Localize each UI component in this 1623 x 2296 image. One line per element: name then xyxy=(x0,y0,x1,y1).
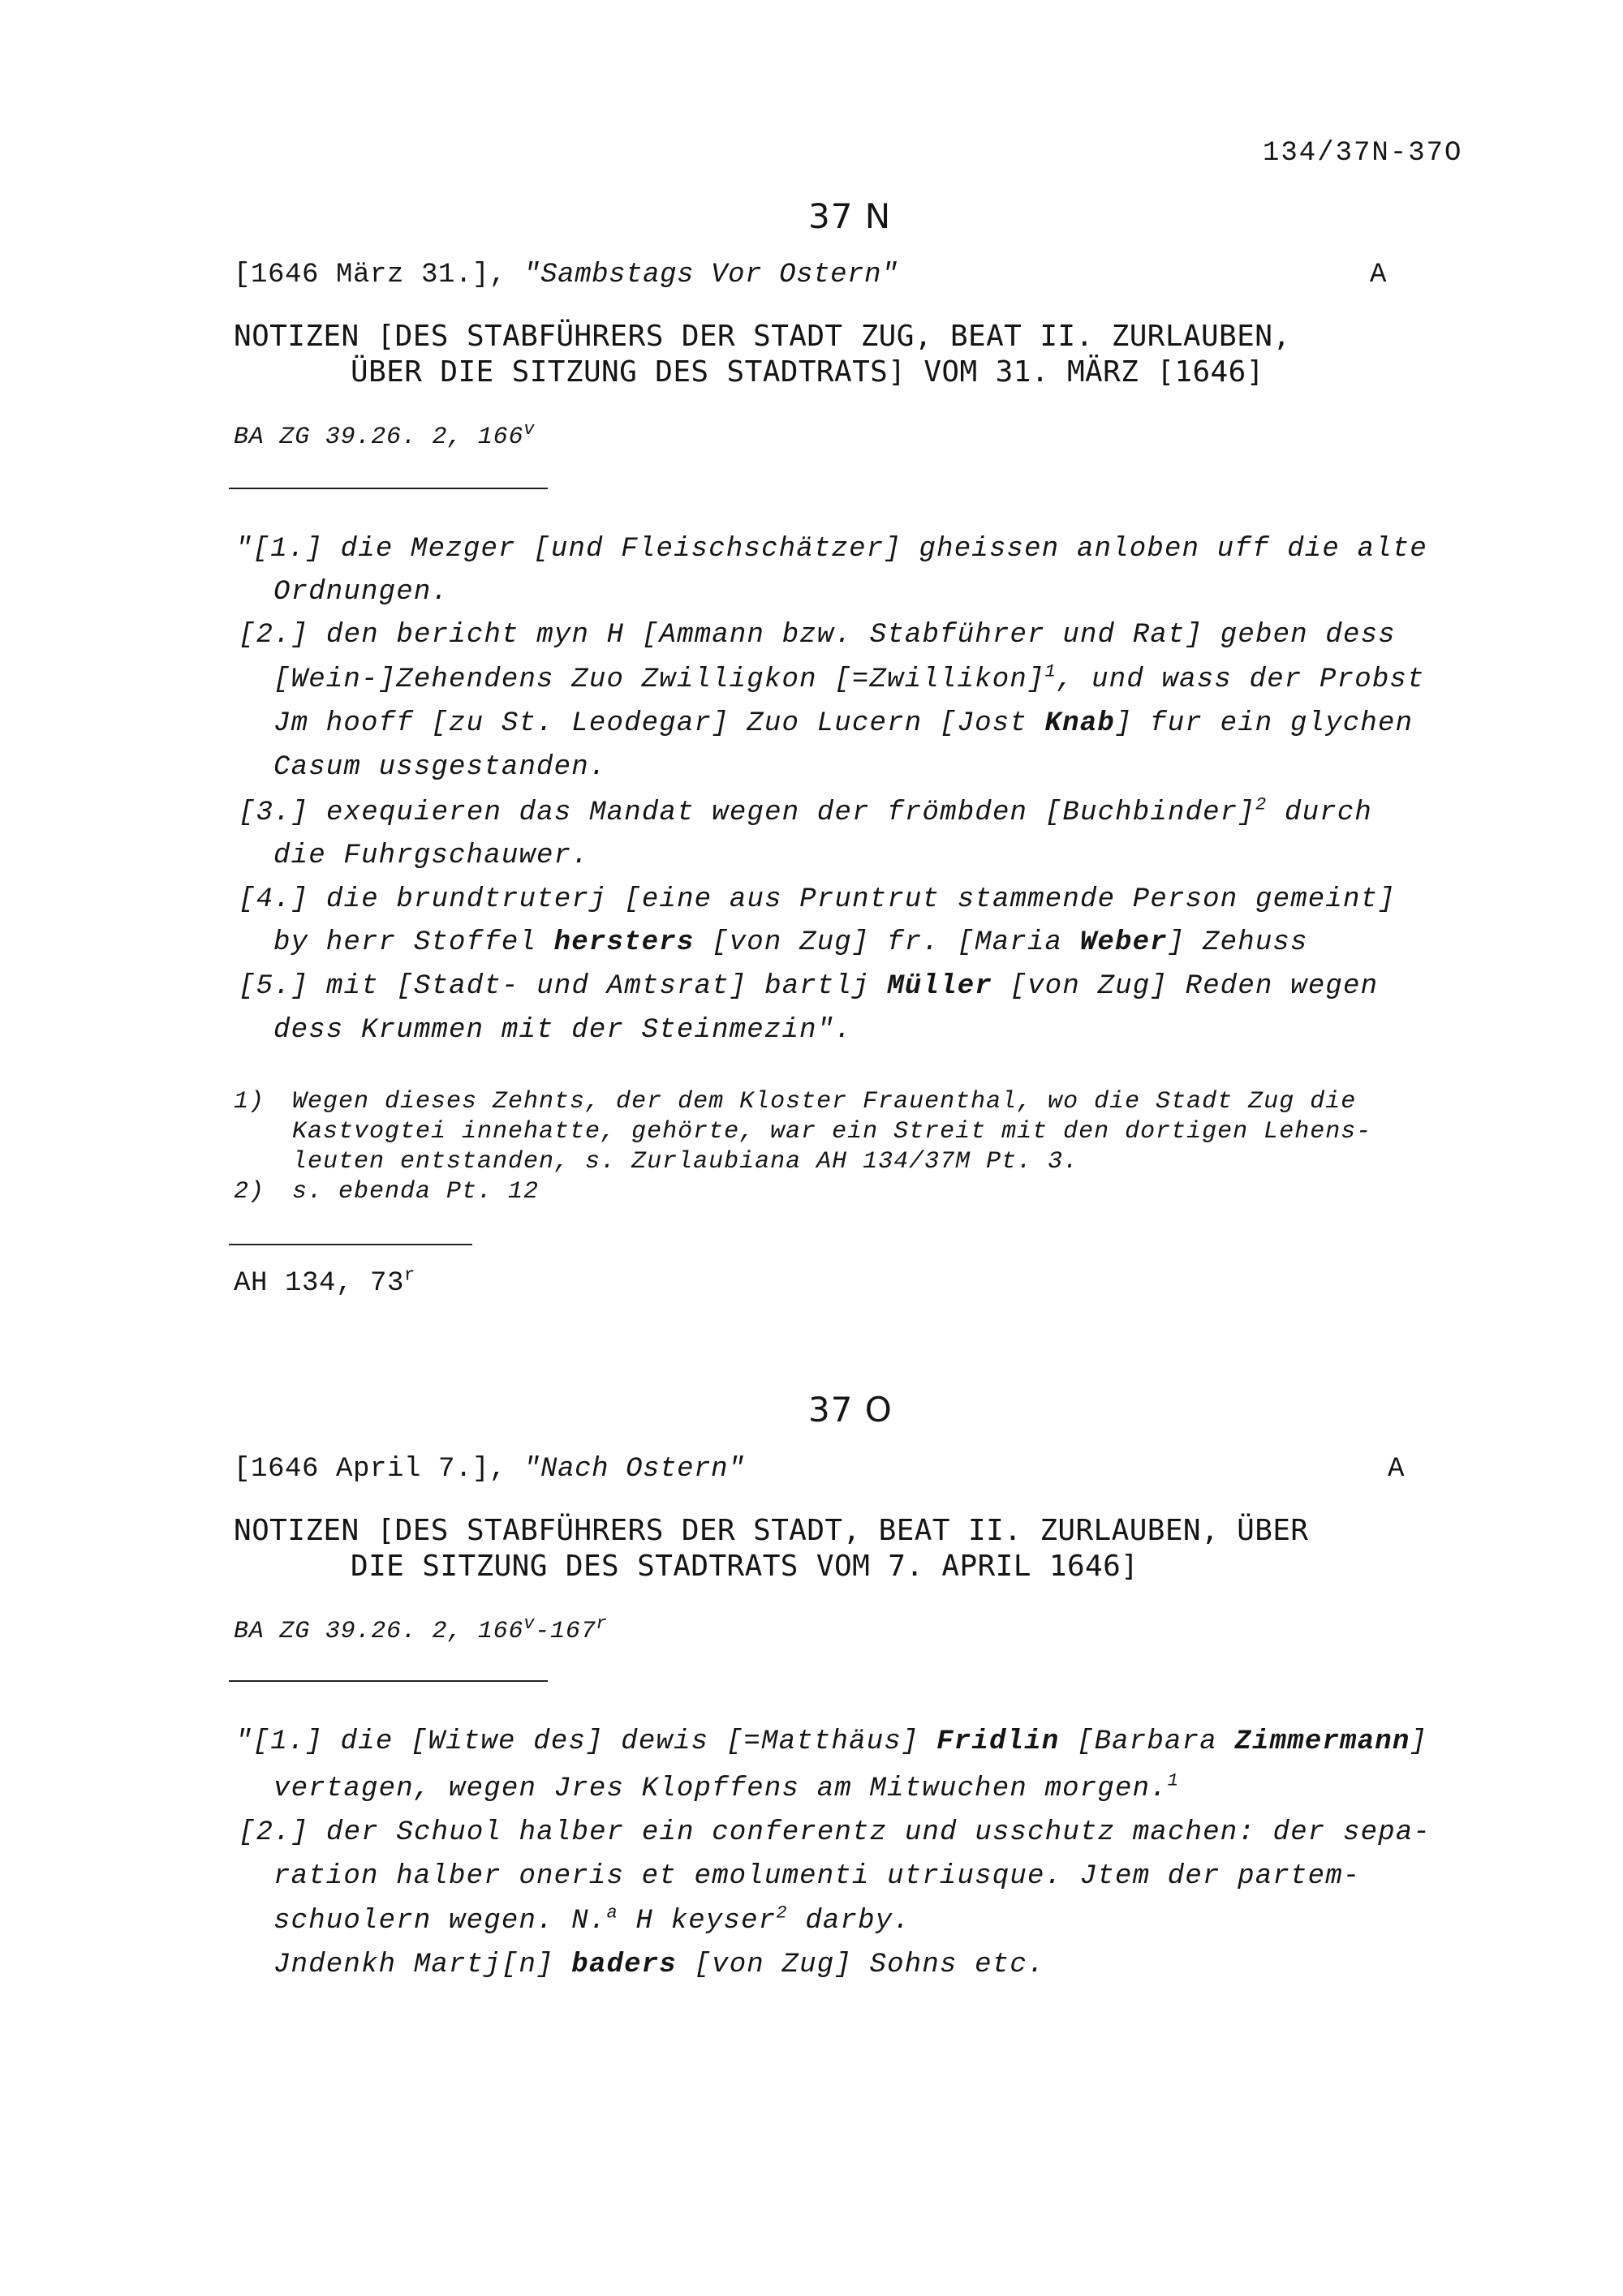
superscript: a xyxy=(606,1903,618,1924)
name-bold: Knab xyxy=(1044,708,1115,739)
source-text: BA ZG 39.26. 2, 166 xyxy=(234,424,524,451)
text: [Wein-]Zehendens Zuo Zwilligkon [=Zwillikon] xyxy=(273,664,1045,695)
entry-number-37o: 37 O xyxy=(808,1390,893,1430)
item-3-line-a xyxy=(239,794,1373,828)
item-4-line-a: [4.] die brundtruterj [eine aus Pruntrut stammende Person gemeint] xyxy=(239,884,1396,915)
footnote-1-line-c: leuten entstanden, s. Zurlaubiana AH 134/37M Pt. 3. xyxy=(292,1148,1079,1176)
text: durch xyxy=(1267,798,1373,828)
text: schuolern wegen. N. xyxy=(273,1906,607,1937)
date-quote: "Nach Ostern" xyxy=(523,1454,746,1485)
page-reference: 134/37N-37O xyxy=(1263,138,1463,169)
item-5-line-b: dess Krummen mit der Steinmezin". xyxy=(273,1015,852,1046)
text: [3.] exequieren das Mandat wegen der frömbden [Buchbinder] xyxy=(239,798,1255,828)
entry-title-line2: DIE SITZUNG DES STADTRATS VOM 7. APRIL 1646] xyxy=(351,1550,1139,1583)
archive-sup: r xyxy=(404,1265,415,1286)
entry-date-line xyxy=(234,1454,745,1485)
text: H keyser xyxy=(618,1906,777,1937)
text: darby. xyxy=(787,1906,911,1937)
text: Jm hooff [zu St. Leodegar] Zuo Lucern [Jost xyxy=(273,708,1045,739)
source-text: BA ZG 39.26. 2, 166 xyxy=(234,1618,524,1645)
item-3-line-b: die Fuhrgschauwer. xyxy=(273,841,589,871)
item-2-line-d: Casum ussgestanden. xyxy=(273,752,607,783)
text: [von Zug] fr. [Maria xyxy=(694,927,1080,958)
item-5-line-a xyxy=(239,971,1378,1002)
source-signature xyxy=(234,419,536,451)
text: "[1.] die [Witwe des] dewis [=Matthäus] xyxy=(235,1726,937,1757)
text: ] fur ein glychen xyxy=(1114,708,1414,739)
entry-number-37n: 37 N xyxy=(808,196,892,236)
archive-text: AH 134, 73 xyxy=(234,1268,405,1299)
text: [von Zug] Reden wegen xyxy=(992,971,1379,1002)
text: vertagen, wegen Jres Klopffens am Mitwuchen morgen. xyxy=(273,1774,1168,1804)
footnote-ref: 1 xyxy=(1044,661,1057,682)
source-signature xyxy=(234,1614,608,1645)
entry-title-line2: ÜBER DIE SITZUNG DES STADTRATS] VOM 31. MÄRZ [1646] xyxy=(351,355,1264,389)
date: [1646 April 7.], xyxy=(234,1454,524,1485)
item-2-line-c xyxy=(273,708,1413,739)
footnote-1-number: 1) xyxy=(234,1088,265,1116)
source-sup: r xyxy=(596,1614,608,1634)
item-2-line-c xyxy=(273,1903,911,1937)
item-2-line-d xyxy=(273,1950,1045,1980)
name-bold: hersters xyxy=(553,927,695,958)
footnote-ref: 2 xyxy=(1255,794,1268,815)
text: [von Zug] Sohns etc. xyxy=(676,1950,1045,1980)
name-bold: Fridlin xyxy=(936,1726,1060,1757)
source-sup: v xyxy=(523,1614,536,1634)
item-2-line-b xyxy=(273,661,1425,695)
footnote-1-line-b: Kastvogtei innehatte, gehörte, war ein Streit mit den dortigen Lehens- xyxy=(292,1118,1372,1146)
divider xyxy=(229,488,548,489)
text: , und wass der Probst xyxy=(1056,664,1425,695)
footnote-2-line-a: s. ebenda Pt. 12 xyxy=(292,1178,540,1206)
divider xyxy=(229,1680,548,1682)
item-2-line-a: [2.] der Schuol halber ein conferentz und usschutz machen: der sepa- xyxy=(239,1817,1431,1848)
name-bold: Weber xyxy=(1079,927,1168,958)
item-4-line-b xyxy=(273,927,1308,958)
item-1-line-b: Ordnungen. xyxy=(273,577,450,608)
footnote-ref: 1 xyxy=(1167,1770,1180,1791)
entry-title-line1: NOTIZEN [DES STABFÜHRERS DER STADT, BEAT II. ZURLAUBEN, ÜBER xyxy=(234,1514,1309,1547)
text: by herr Stoffel xyxy=(273,927,554,958)
item-1-line-a: "[1.] die Mezger [und Fleischschätzer] gheissen anloben uff die alte xyxy=(235,534,1428,565)
divider xyxy=(229,1244,472,1245)
entry-date-line xyxy=(234,260,898,290)
archive-reference xyxy=(234,1265,415,1299)
item-2-line-a: [2.] den bericht myn H [Ammann bzw. Stabführer und Rat] geben dess xyxy=(239,620,1396,651)
footnote-2-number: 2) xyxy=(234,1178,265,1206)
date-quote: "Sambstags Vor Ostern" xyxy=(523,260,899,290)
name-bold: Zimmermann xyxy=(1234,1726,1410,1757)
grade-badge: A xyxy=(1388,1454,1406,1485)
source-text: -167 xyxy=(535,1618,596,1645)
name-bold: Müller xyxy=(887,971,992,1002)
footnote-1-line-a: Wegen dieses Zehnts, der dem Kloster Frauenthal, wo die Stadt Zug die xyxy=(292,1088,1357,1116)
text: [5.] mit [Stadt- und Amtsrat] bartlj xyxy=(239,971,888,1002)
item-2-line-b: ration halber oneris et emolumenti utriusque. Jtem der partem- xyxy=(273,1861,1361,1892)
item-1-line-b xyxy=(273,1770,1180,1804)
text: ] Zehuss xyxy=(1167,927,1308,958)
text: Jndenkh Martj[n] xyxy=(273,1950,572,1980)
date: [1646 März 31.], xyxy=(234,260,524,290)
item-1-line-a xyxy=(235,1726,1427,1757)
grade-badge: A xyxy=(1370,260,1388,290)
text: ] xyxy=(1410,1726,1428,1757)
footnote-ref: 2 xyxy=(776,1903,788,1924)
text: [Barbara xyxy=(1059,1726,1235,1757)
source-sup: v xyxy=(523,419,536,440)
name-bold: baders xyxy=(571,1950,677,1980)
entry-title-line1: NOTIZEN [DES STABFÜHRERS DER STADT ZUG, BEAT II. ZURLAUBEN, xyxy=(234,320,1291,353)
